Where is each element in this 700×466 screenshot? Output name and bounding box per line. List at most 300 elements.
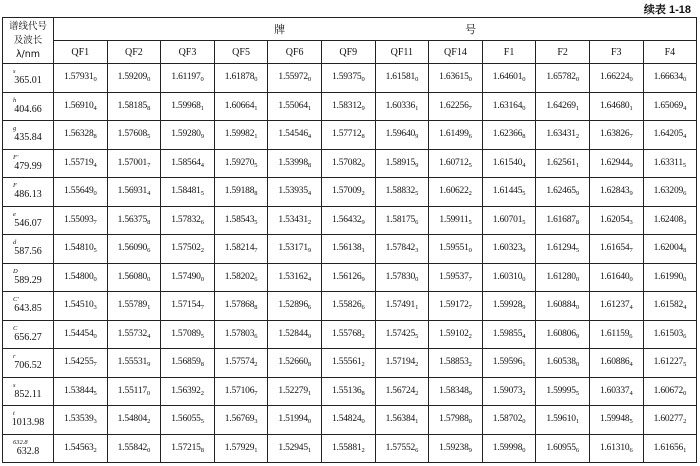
index-value: 1.57552: [385, 442, 416, 453]
index-subscript-digit: 9: [522, 304, 526, 312]
index-cell: [54, 121, 108, 150]
index-cell: [482, 377, 536, 406]
index-subscript-digit: 7: [147, 161, 151, 169]
index-value: 1.62054: [599, 214, 630, 225]
index-cell: [482, 178, 536, 207]
index-value: 1.61499: [439, 129, 469, 140]
index-value: 1.55826: [331, 300, 362, 311]
index-cell: [536, 377, 590, 406]
index-value: 1.61581: [385, 72, 416, 83]
wavelength-value: 404.66: [14, 103, 42, 115]
index-subscript-digit: 1: [254, 446, 258, 454]
index-value: 1.57574: [224, 357, 255, 368]
index-subscript-digit: 0: [575, 76, 579, 84]
index-cell: [643, 64, 697, 93]
index-cell: [54, 263, 108, 292]
index-cell: [161, 235, 215, 264]
spectral-line-symbol: t: [13, 410, 15, 418]
index-cell: [268, 377, 322, 406]
index-cell: [589, 92, 643, 121]
index-cell: [589, 349, 643, 378]
index-cell: [536, 92, 590, 121]
index-value: 1.63164: [492, 100, 523, 111]
index-subscript-digit: 0: [575, 304, 579, 312]
index-cell: [321, 263, 375, 292]
index-subscript-digit: 9: [575, 190, 579, 198]
index-cell: [107, 121, 161, 150]
spectral-line-symbol: s: [13, 68, 16, 76]
index-value: 1.59551: [439, 243, 469, 254]
index-subscript-digit: 2: [415, 361, 419, 369]
index-cell: [482, 206, 536, 235]
index-value: 1.56910: [64, 100, 94, 111]
index-subscript-digit: 0: [468, 418, 472, 426]
index-cell: [375, 377, 429, 406]
index-cell: [161, 206, 215, 235]
index-value: 1.61640: [599, 271, 630, 282]
index-cell: [268, 92, 322, 121]
index-value: 1.55531: [117, 357, 148, 368]
index-cell: [214, 377, 268, 406]
index-value: 1.52844: [278, 328, 308, 339]
index-subscript-digit: 8: [200, 446, 204, 454]
index-value: 1.59102: [439, 328, 469, 339]
index-cell: [482, 292, 536, 321]
index-cell: [375, 64, 429, 93]
index-cell: [321, 377, 375, 406]
index-cell: [643, 292, 697, 321]
index-value: 1.61878: [224, 72, 255, 83]
index-subscript-digit: 0: [522, 275, 526, 283]
index-cell: [54, 320, 108, 349]
index-cell: [482, 434, 536, 463]
index-cell: [643, 320, 697, 349]
index-subscript-digit: 6: [415, 446, 419, 454]
wavelength-cell: [3, 149, 54, 178]
index-value: 1.61445: [492, 186, 523, 197]
index-subscript-digit: 6: [683, 190, 687, 198]
corner-label-2: 及波长: [13, 34, 43, 46]
index-cell: [107, 206, 161, 235]
spectral-line-symbol: C': [13, 296, 19, 304]
index-cell: [589, 263, 643, 292]
index-subscript-digit: 0: [147, 446, 151, 454]
index-subscript-digit: 6: [361, 304, 365, 312]
index-subscript-digit: 5: [200, 332, 204, 340]
index-value: 1.57194: [385, 357, 416, 368]
index-cell: [375, 178, 429, 207]
index-cell: [107, 292, 161, 321]
index-subscript-digit: 8: [575, 218, 579, 226]
wavelength-value: 546.07: [14, 217, 42, 229]
index-subscript-digit: 8: [200, 361, 204, 369]
index-cell: [161, 149, 215, 178]
glass-header-f3: F3: [589, 41, 643, 64]
wavelength-cell: [3, 434, 54, 463]
index-value: 1.59995: [546, 385, 576, 396]
index-value: 1.59928: [492, 300, 523, 311]
table-row: [3, 377, 697, 406]
index-value: 1.57009: [331, 186, 362, 197]
index-subscript-digit: 6: [575, 446, 579, 454]
index-value: 1.59280: [171, 129, 201, 140]
index-value: 1.60538: [546, 357, 576, 368]
wavelength-value: 587.56: [14, 246, 42, 258]
index-cell: [54, 292, 108, 321]
glass-header-qf2: QF2: [107, 41, 161, 64]
index-value: 1.53431: [278, 214, 308, 225]
index-value: 1.55117: [117, 385, 147, 396]
index-subscript-digit: 1: [415, 304, 419, 312]
index-value: 1.54824: [331, 414, 362, 425]
index-value: 1.56138: [331, 243, 362, 254]
index-cell: [429, 349, 483, 378]
glass-header-row: [3, 41, 697, 64]
index-value: 1.54454: [64, 328, 94, 339]
index-subscript-digit: 5: [93, 389, 97, 397]
index-cell: [643, 235, 697, 264]
index-cell: [643, 149, 697, 178]
index-cell: [54, 206, 108, 235]
index-value: 1.61654: [599, 243, 630, 254]
index-value: 1.56432: [331, 214, 362, 225]
index-value: 1.59188: [224, 186, 255, 197]
index-cell: [107, 64, 161, 93]
index-cell: [321, 434, 375, 463]
index-subscript-digit: 0: [522, 104, 526, 112]
index-value: 1.52279: [278, 385, 308, 396]
index-value: 1.61540: [492, 157, 523, 168]
index-cell: [214, 206, 268, 235]
index-subscript-digit: 0: [307, 76, 311, 84]
index-subscript-digit: 3: [683, 218, 687, 226]
index-cell: [589, 377, 643, 406]
index-value: 1.56328: [64, 129, 94, 140]
corner-label-3: λ/nm: [15, 48, 41, 60]
index-value: 1.53935: [278, 186, 308, 197]
table-body: [3, 64, 697, 463]
table-row: [3, 149, 697, 178]
index-cell: [643, 121, 697, 150]
index-cell: [107, 178, 161, 207]
index-cell: [214, 320, 268, 349]
index-value: 1.52896: [278, 300, 308, 311]
index-value: 1.57842: [385, 243, 416, 254]
index-cell: [589, 149, 643, 178]
index-subscript-digit: 0: [93, 275, 97, 283]
index-subscript-digit: 0: [146, 389, 150, 397]
index-cell: [429, 235, 483, 264]
index-subscript-digit: 1: [307, 389, 311, 397]
index-cell: [536, 178, 590, 207]
index-cell: [107, 434, 161, 463]
index-cell: [54, 377, 108, 406]
table-row: [3, 64, 697, 93]
index-cell: [107, 92, 161, 121]
index-cell: [321, 64, 375, 93]
index-subscript-digit: 4: [629, 361, 633, 369]
index-value: 1.55881: [331, 442, 362, 453]
index-value: 1.60336: [385, 100, 416, 111]
index-cell: [321, 292, 375, 321]
index-cell: [375, 349, 429, 378]
index-subscript-digit: 4: [307, 190, 311, 198]
index-cell: [268, 64, 322, 93]
index-subscript-digit: 2: [254, 361, 258, 369]
index-subscript-digit: 5: [575, 389, 579, 397]
index-subscript-digit: 0: [683, 76, 687, 84]
index-value: 1.62561: [546, 157, 576, 168]
index-subscript-digit: 3: [93, 304, 97, 312]
table-row: [3, 263, 697, 292]
index-subscript-digit: 0: [307, 418, 311, 426]
index-subscript-digit: 3: [93, 418, 97, 426]
index-cell: [429, 263, 483, 292]
glass-header-qf6: QF6: [268, 41, 322, 64]
wavelength-value: 656.27: [14, 331, 42, 343]
index-cell: [54, 64, 108, 93]
index-subscript-digit: 9: [468, 446, 472, 454]
index-cell: [536, 349, 590, 378]
wavelength-cell: [3, 121, 54, 150]
index-cell: [214, 92, 268, 121]
index-value: 1.57832: [171, 214, 201, 225]
glass-header-f1: F1: [482, 41, 536, 64]
index-cell: [375, 320, 429, 349]
index-subscript-digit: 0: [522, 76, 526, 84]
table-row: [3, 206, 697, 235]
wavelength-cell: [3, 320, 54, 349]
index-subscript-digit: 5: [93, 247, 97, 255]
index-cell: [268, 121, 322, 150]
index-subscript-digit: 1: [200, 104, 204, 112]
index-cell: [643, 178, 697, 207]
index-cell: [214, 292, 268, 321]
index-subscript-digit: 8: [254, 304, 258, 312]
index-subscript-digit: 5: [147, 133, 151, 141]
index-cell: [268, 206, 322, 235]
index-subscript-digit: 2: [93, 446, 97, 454]
index-subscript-digit: 6: [415, 218, 419, 226]
index-cell: [375, 235, 429, 264]
index-cell: [482, 320, 536, 349]
table-row: [3, 92, 697, 121]
index-value: 1.59968: [171, 100, 201, 111]
index-subscript-digit: 5: [522, 190, 526, 198]
index-value: 1.52660: [278, 357, 308, 368]
index-subscript-digit: 9: [200, 133, 204, 141]
table-row: [3, 406, 697, 435]
index-value: 1.58853: [439, 357, 469, 368]
wavelength-value: 486.13: [14, 189, 42, 201]
index-value: 1.55561: [331, 357, 362, 368]
index-value: 1.61503: [653, 328, 684, 339]
index-cell: [321, 149, 375, 178]
index-subscript-digit: 0: [629, 275, 633, 283]
index-subscript-digit: 6: [200, 218, 204, 226]
index-value: 1.57082: [331, 157, 362, 168]
index-subscript-digit: 9: [361, 275, 365, 283]
index-value: 1.62843: [599, 186, 630, 197]
index-cell: [536, 292, 590, 321]
index-value: 1.59998: [492, 442, 523, 453]
wavelength-value: 632.8: [16, 445, 40, 457]
index-value: 1.56090: [117, 243, 148, 254]
index-cell: [643, 377, 697, 406]
index-cell: [536, 406, 590, 435]
index-value: 1.56080: [117, 271, 148, 282]
index-subscript-digit: 1: [575, 104, 579, 112]
index-cell: [321, 235, 375, 264]
index-cell: [429, 206, 483, 235]
index-value: 1.62256: [439, 100, 469, 111]
index-value: 1.60323: [492, 243, 523, 254]
index-value: 1.61656: [653, 442, 684, 453]
index-subscript-digit: 7: [629, 133, 633, 141]
index-cell: [375, 149, 429, 178]
index-subscript-digit: 2: [468, 332, 472, 340]
index-value: 1.58702: [492, 414, 523, 425]
table-row: [3, 434, 697, 463]
index-cell: [429, 178, 483, 207]
index-value: 1.57106: [224, 385, 255, 396]
index-value: 1.54546: [278, 129, 308, 140]
index-value: 1.53162: [278, 271, 308, 282]
index-cell: [268, 178, 322, 207]
index-subscript-digit: 2: [415, 389, 419, 397]
table-row: [3, 178, 697, 207]
index-subscript-digit: 2: [361, 332, 365, 340]
index-subscript-digit: 1: [254, 133, 258, 141]
index-cell: [161, 434, 215, 463]
index-cell: [375, 434, 429, 463]
index-subscript-digit: 5: [575, 247, 579, 255]
index-value: 1.61159: [600, 328, 630, 339]
index-value: 1.64269: [546, 100, 576, 111]
index-subscript-digit: 4: [147, 190, 151, 198]
index-subscript-digit: 9: [629, 190, 633, 198]
glass-header-f4: F4: [643, 41, 697, 64]
index-cell: [482, 121, 536, 150]
index-value: 1.59209: [117, 72, 148, 83]
index-value: 1.58348: [439, 385, 469, 396]
index-subscript-digit: 5: [682, 161, 686, 169]
index-value: 1.55064: [278, 100, 308, 111]
index-value: 1.55789: [117, 300, 148, 311]
index-value: 1.58915: [385, 157, 416, 168]
index-value: 1.56859: [171, 357, 201, 368]
index-value: 1.61310: [599, 442, 630, 453]
index-value: 1.58214: [224, 243, 255, 254]
index-value: 1.62004: [653, 243, 684, 254]
index-cell: [482, 406, 536, 435]
wavelength-cell: [3, 178, 54, 207]
index-value: 1.54810: [64, 243, 94, 254]
index-value: 1.57502: [171, 243, 201, 254]
index-value: 1.54800: [64, 271, 94, 282]
index-cell: [268, 434, 322, 463]
spectral-line-symbol: s: [13, 381, 16, 389]
index-cell: [268, 349, 322, 378]
table-row: [3, 292, 697, 321]
index-cell: [268, 235, 322, 264]
index-value: 1.54255: [64, 357, 94, 368]
index-value: 1.61280: [546, 271, 576, 282]
glass-header-qf14: QF14: [429, 41, 483, 64]
index-subscript-digit: 5: [200, 190, 204, 198]
index-value: 1.57154: [171, 300, 201, 311]
index-cell: [589, 235, 643, 264]
index-cell: [107, 235, 161, 264]
index-subscript-digit: 8: [361, 389, 365, 397]
index-value: 1.56055: [171, 414, 201, 425]
index-subscript-digit: 1: [575, 161, 579, 169]
table-row: [3, 320, 697, 349]
index-cell: [375, 121, 429, 150]
index-value: 1.63826: [599, 129, 630, 140]
index-subscript-digit: 7: [200, 304, 204, 312]
index-subscript-digit: 0: [93, 76, 97, 84]
index-cell: [107, 149, 161, 178]
index-cell: [429, 149, 483, 178]
index-value: 1.61687: [546, 214, 576, 225]
index-value: 1.64680: [599, 100, 630, 111]
index-value: 1.55136: [331, 385, 362, 396]
index-value: 1.63311: [653, 157, 683, 168]
index-subscript-digit: 2: [575, 133, 579, 141]
index-subscript-digit: 3: [415, 247, 419, 255]
index-subscript-digit: 2: [361, 361, 365, 369]
index-value: 1.58202: [224, 271, 255, 282]
index-subscript-digit: 5: [415, 190, 419, 198]
wavelength-value: 706.52: [14, 360, 42, 372]
index-subscript-digit: 9: [575, 332, 579, 340]
index-cell: [536, 434, 590, 463]
index-value: 1.56392: [171, 385, 201, 396]
index-cell: [589, 320, 643, 349]
index-value: 1.56375: [117, 214, 148, 225]
index-subscript-digit: 0: [361, 161, 365, 169]
index-subscript-digit: 7: [254, 247, 258, 255]
index-value: 1.57931: [64, 72, 94, 83]
index-cell: [107, 320, 161, 349]
index-cell: [589, 64, 643, 93]
index-value: 1.59270: [224, 157, 255, 168]
index-subscript-digit: 5: [254, 161, 258, 169]
index-value: 1.65069: [653, 100, 684, 111]
index-subscript-digit: 0: [522, 418, 526, 426]
index-cell: [54, 235, 108, 264]
index-subscript-digit: 4: [200, 161, 204, 169]
index-cell: [429, 434, 483, 463]
index-value: 1.59596: [492, 357, 523, 368]
index-value: 1.59172: [439, 300, 469, 311]
index-cell: [161, 349, 215, 378]
index-cell: [214, 149, 268, 178]
index-cell: [429, 64, 483, 93]
index-subscript-digit: 0: [575, 361, 579, 369]
table-row: [3, 235, 697, 264]
glass-grade-header: [54, 18, 697, 41]
index-subscript-digit: 8: [307, 361, 311, 369]
index-cell: [375, 206, 429, 235]
index-value: 1.58481: [171, 186, 201, 197]
index-subscript-digit: 0: [361, 76, 365, 84]
index-value: 1.53171: [278, 243, 308, 254]
index-cell: [321, 178, 375, 207]
index-value: 1.54510: [64, 300, 94, 311]
index-cell: [482, 349, 536, 378]
